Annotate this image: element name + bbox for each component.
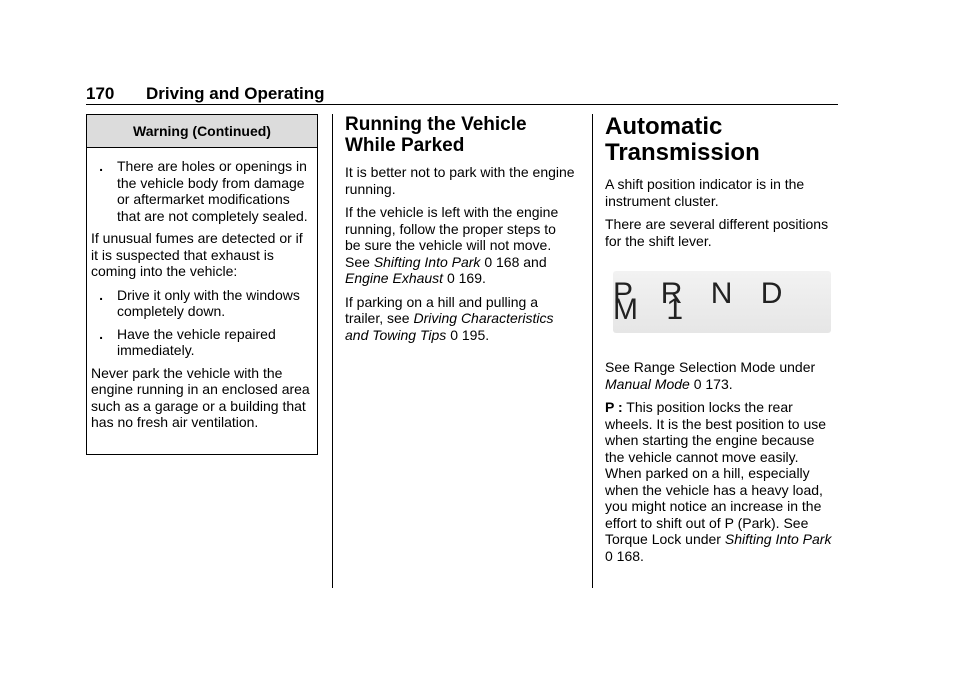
cross-reference-link[interactable]: Engine Exhaust (345, 270, 444, 286)
paragraph: See Range Selection Mode under Manual Mode 0 173. (605, 359, 816, 392)
list-item (91, 287, 313, 320)
column-left (86, 114, 319, 455)
section-heading: Running the Vehicle While Parked (345, 114, 527, 156)
paragraph: There are several different positions for the shift lever. (605, 216, 829, 249)
warning-box (86, 114, 318, 455)
column-right (605, 114, 835, 571)
column-divider (332, 114, 333, 588)
list-item (91, 326, 313, 359)
column-middle (345, 114, 575, 350)
page-reference[interactable]: 0 168 (605, 547, 641, 564)
cross-reference-link[interactable]: Shifting Into Park (373, 253, 481, 270)
column-divider (592, 114, 593, 588)
bullet-text: Drive it only with the windows completely down. (117, 286, 300, 319)
paragraph: A shift position indicator is in the instrument cluster. (605, 176, 805, 209)
paragraph: If parking on a hill and pulling a trailer, see Driving Characteristics and Towing Tips 0 195. (345, 293, 554, 343)
bullet-text: Have the vehicle repaired immediately. (117, 325, 276, 358)
shift-indicator-text: P R N D M 1 (613, 276, 793, 326)
paragraph: It is better not to park with the engine running. (345, 164, 575, 197)
page-reference[interactable]: 0 169 (446, 270, 483, 286)
warning-paragraph: If unusual fumes are detected or if it is suspected that exhaust is coming into the vehicle: (91, 230, 303, 279)
text-run: and (519, 253, 547, 270)
cross-reference-link[interactable]: Manual Mode (605, 375, 690, 392)
page-reference[interactable]: 0 168 (484, 253, 520, 270)
warning-title: Warning (Continued) (87, 115, 317, 148)
bullet-dot: . (99, 325, 103, 342)
section-title: Driving and Operating (146, 84, 325, 103)
list-item (91, 158, 313, 224)
paragraph: P : This position locks the rear wheels. It is the best position to use when starting the engine because the vehicle cannot move easily. When parked on a hill, especially when the vehicle has a heavy load, you might notice an increase in the effort to shift out of P (Park). See Torque Lock under Shifting Into Park 0 168. (605, 399, 832, 564)
cross-reference-link[interactable]: Driving Characteristics and Towing Tips (345, 310, 554, 343)
shift-indicator-image (613, 271, 831, 333)
page-reference[interactable]: 0 173 (693, 375, 729, 392)
text-run: If the vehicle is left with the engine running, follow the proper steps to be sure the vehicle will not move. See (345, 204, 559, 270)
bullet-dot: . (99, 158, 103, 174)
position-label: P : (605, 399, 623, 415)
text-run: This position locks the rear wheels. It is the best position to use when starting the engine because the vehicle cannot move easily. When parked on a hill, especially when the vehicle has a heavy load, you might notice an increase in the effort to shift out of P (Park). See Torque Lock under (605, 399, 827, 547)
section-heading: Automatic Transmission (605, 113, 760, 166)
page-number: 170 (86, 84, 115, 103)
warning-body (87, 148, 317, 431)
page-header (86, 82, 838, 105)
bullet-dot: . (99, 286, 103, 303)
text-run: If parking on a hill and pulling a trailer, see (345, 293, 539, 326)
cross-reference-link[interactable]: Shifting Into Park (724, 531, 832, 547)
bullet-text: There are holes or openings in the vehicle body from damage or aftermarket modifications that are not completely sealed. (117, 158, 308, 224)
warning-paragraph: Never park the vehicle with the engine running in an enclosed area such as a garage or a building that has no fresh air ventilation. (91, 364, 310, 430)
text-run: See Range Selection Mode under (605, 359, 816, 375)
page-reference[interactable]: 0 195 (450, 326, 486, 343)
paragraph: If the vehicle is left with the engine running, follow the proper steps to be sure the vehicle will not move. See Shifting Into Park 0 168 and Engine Exhaust 0 169. (345, 204, 559, 286)
